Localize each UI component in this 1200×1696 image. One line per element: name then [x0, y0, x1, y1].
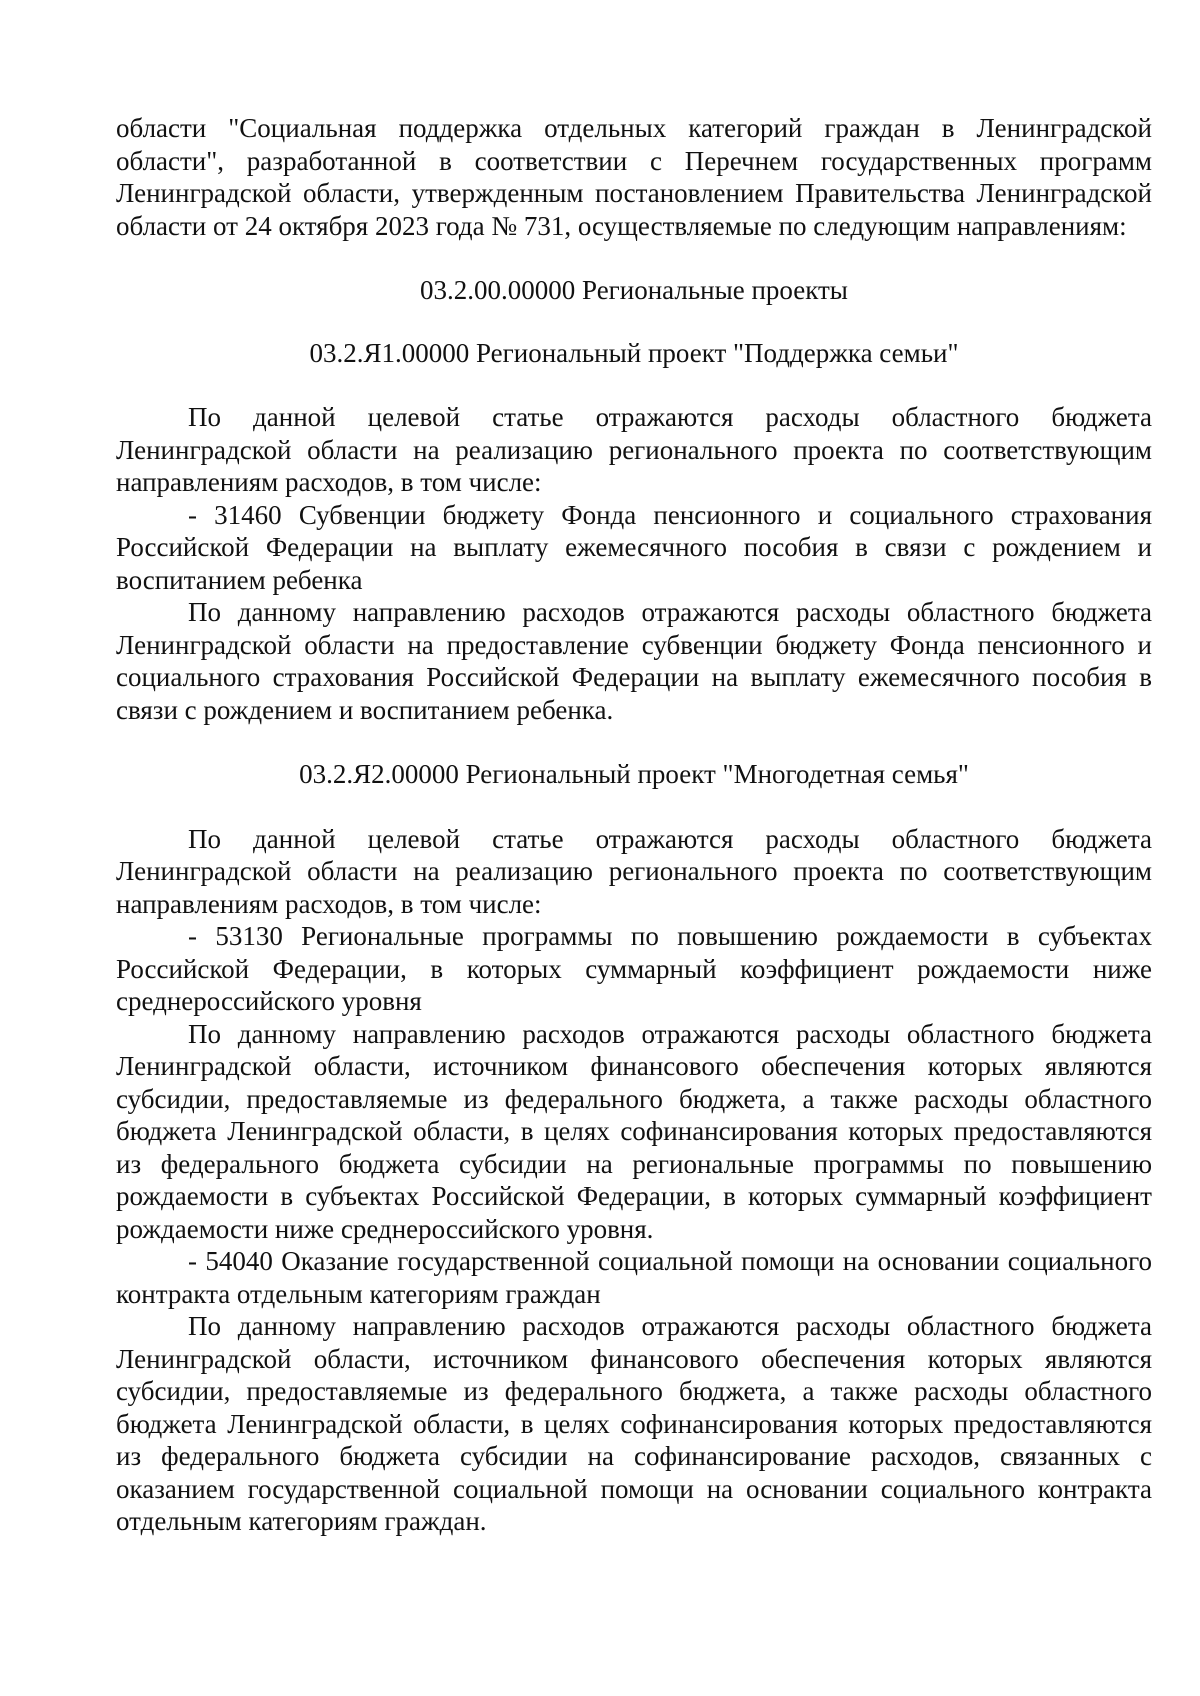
section2-item-54040-description: По данному направлению расходов отражаются расходы областного бюджета Ленинградской области, источником финансового обеспечения которых являются субсидии, предоставляемые из федерального бюджета, а также расходы областного бюджета Ленинградской области, в целях софинансирования которых предоставляются из федерального бюджета субсидии на софинансирование расходов, связанных с оказанием государственной социальной помощи на основании социального контракта отдельным категориям граждан. [116, 1311, 1152, 1536]
document-body [116, 112, 1152, 1538]
spacer [116, 726, 1152, 758]
spacer [116, 307, 1152, 337]
section2-item-53130: - 53130 Региональные программы по повышению рождаемости в субъектах Российской Федерации, в которых суммарный коэффициент рождаемости ниже среднероссийского уровня [116, 921, 1152, 1016]
heading-project-family-support: 03.2.Я1.00000 Региональный проект "Поддержка семьи" [309, 337, 959, 368]
heading-regional-projects: 03.2.00.00000 Региональные проекты [420, 275, 848, 305]
spacer [116, 242, 1152, 274]
section2-item-54040: - 54040 Оказание государственной социальной помощи на основании социального контракта отдельным категориям граждан [116, 1246, 1152, 1309]
spacer [116, 369, 1152, 401]
heading-project-large-family: 03.2.Я2.00000 Региональный проект "Многодетная семья" [299, 759, 969, 789]
section2-item-53130-description: По данному направлению расходов отражаются расходы областного бюджета Ленинградской области, источником финансового обеспечения которых являются субсидии, предоставляемые из федерального бюджета, а также расходы областного бюджета Ленинградской области, в целях софинансирования которых предоставляются из федерального бюджета субсидии на региональные программы по повышению рождаемости в субъектах Российской Федерации, в которых суммарный коэффициент рождаемости ниже среднероссийского уровня. [116, 1018, 1152, 1244]
section1-item-31460: - 31460 Субвенции бюджету Фонда пенсионного и социального страхования Российской Федерации на выплату ежемесячного пособия в связи с рождением и воспитанием ребенка [116, 499, 1152, 595]
section2-intro-paragraph: По данной целевой статье отражаются расходы областного бюджета Ленинградской области на реализацию регионального проекта по соответствующим направлениям расходов, в том числе: [116, 823, 1152, 919]
intro-paragraph: области "Социальная поддержка отдельных категорий граждан в Ленинградской области", разработанной в соответствии с Перечнем государственных программ Ленинградской области, утвержденным постановлением Правительства Ленинградской области от 24 октября 2023 года № 731, осуществляемые по следующим направлениям: [116, 113, 1152, 241]
section1-intro-paragraph: По данной целевой статье отражаются расходы областного бюджета Ленинградской области на реализацию регионального проекта по соответствующим направлениям расходов, в том числе: [116, 402, 1152, 497]
section1-item-31460-description: По данному направлению расходов отражаются расходы областного бюджета Ленинградской области на предоставление субвенции бюджету Фонда пенсионного и социального страхования Российской Федерации на выплату ежемесячного пособия в связи с рождением и воспитанием ребенка. [116, 597, 1152, 725]
spacer [116, 791, 1152, 823]
